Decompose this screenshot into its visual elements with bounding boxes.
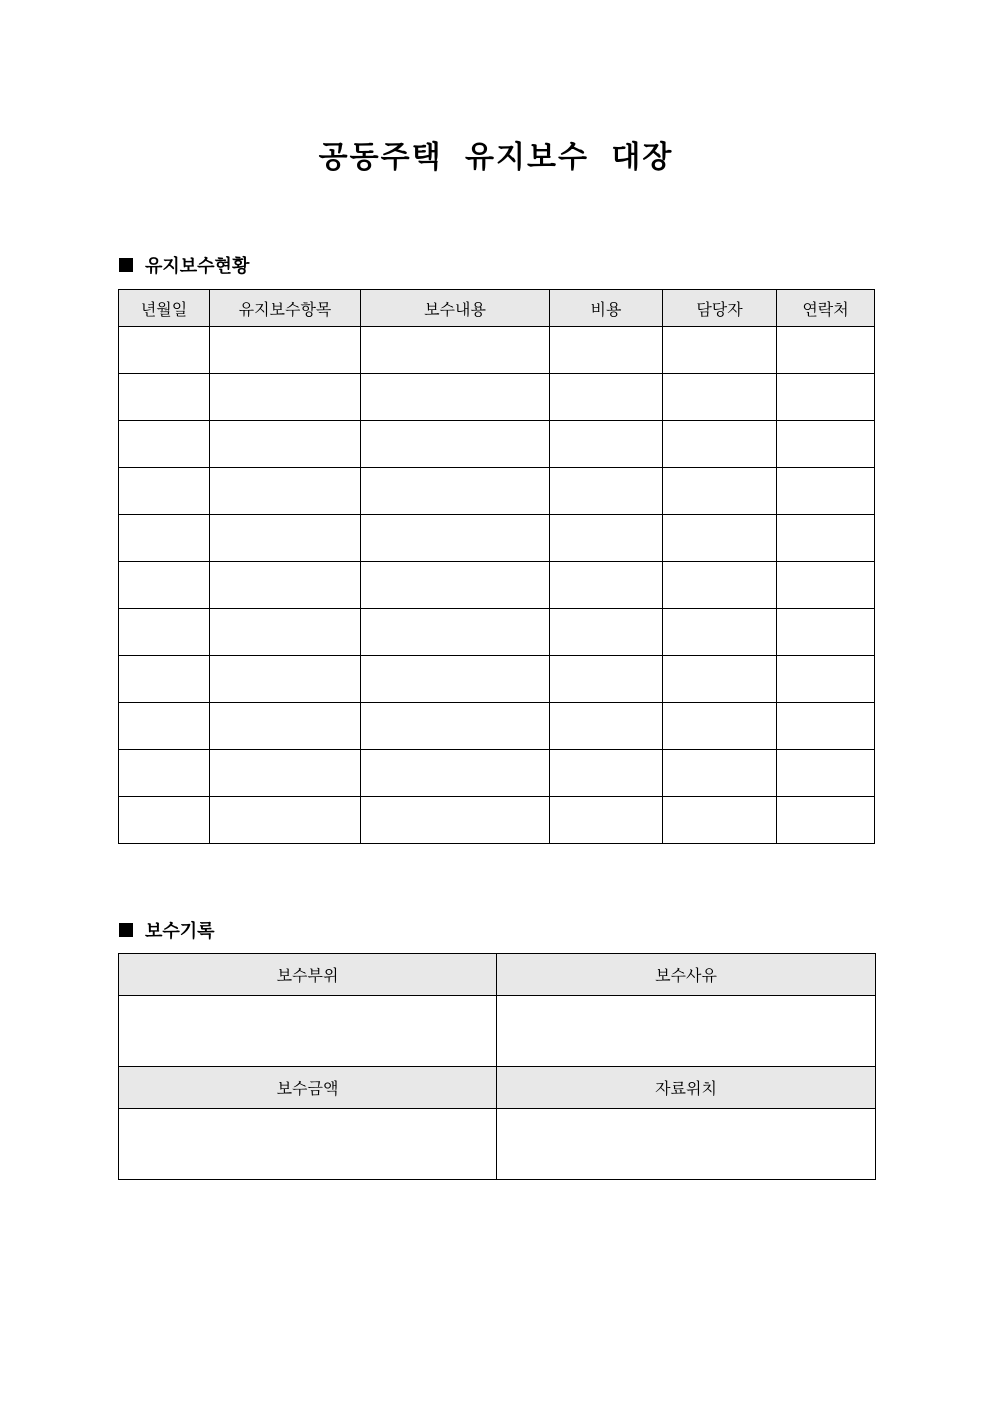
cell-item[interactable]: [210, 703, 361, 750]
cell-manager[interactable]: [663, 327, 777, 374]
cell-contact[interactable]: [777, 750, 875, 797]
table-row: [119, 515, 875, 562]
cell-cost[interactable]: [550, 750, 663, 797]
cell-date[interactable]: [119, 797, 210, 844]
maintenance-status-table: [118, 289, 875, 844]
table-row: [119, 656, 875, 703]
cell-content[interactable]: [361, 374, 550, 421]
cell-cost[interactable]: [550, 515, 663, 562]
cell-cost[interactable]: [550, 374, 663, 421]
cell-content[interactable]: [361, 421, 550, 468]
cell-content[interactable]: [361, 656, 550, 703]
cell-date[interactable]: [119, 327, 210, 374]
table-row: [119, 374, 875, 421]
record-input-row: [119, 996, 876, 1067]
cell-date[interactable]: [119, 562, 210, 609]
cell-contact[interactable]: [777, 468, 875, 515]
cell-date[interactable]: [119, 468, 210, 515]
cell-cost[interactable]: [550, 327, 663, 374]
cell-manager[interactable]: [663, 656, 777, 703]
cell-contact[interactable]: [777, 515, 875, 562]
cell-item[interactable]: [210, 468, 361, 515]
cell-contact[interactable]: [777, 656, 875, 703]
label-data-location: 자료위치: [497, 1067, 876, 1109]
cell-contact[interactable]: [777, 703, 875, 750]
section-heading-record: [119, 917, 215, 943]
cell-cost[interactable]: [550, 609, 663, 656]
column-header-date: 년월일: [119, 290, 210, 327]
cell-manager[interactable]: [663, 797, 777, 844]
cell-item[interactable]: [210, 515, 361, 562]
cell-content[interactable]: [361, 750, 550, 797]
field-repair-amount[interactable]: [119, 1109, 497, 1180]
cell-content[interactable]: [361, 468, 550, 515]
column-header-content: 보수내용: [361, 290, 550, 327]
cell-manager[interactable]: [663, 468, 777, 515]
cell-manager[interactable]: [663, 374, 777, 421]
cell-contact[interactable]: [777, 374, 875, 421]
column-header-item: 유지보수항목: [210, 290, 361, 327]
cell-content[interactable]: [361, 797, 550, 844]
cell-contact[interactable]: [777, 327, 875, 374]
table-row: [119, 703, 875, 750]
cell-cost[interactable]: [550, 468, 663, 515]
table-row: [119, 468, 875, 515]
label-repair-amount: 보수금액: [119, 1067, 497, 1109]
column-header-cost: 비용: [550, 290, 663, 327]
label-repair-reason: 보수사유: [497, 954, 876, 996]
cell-cost[interactable]: [550, 562, 663, 609]
cell-date[interactable]: [119, 703, 210, 750]
cell-item[interactable]: [210, 374, 361, 421]
black-square-icon: [119, 258, 133, 272]
field-repair-reason[interactable]: [497, 996, 876, 1067]
repair-record-table: [118, 953, 876, 1180]
cell-date[interactable]: [119, 609, 210, 656]
cell-date[interactable]: [119, 750, 210, 797]
cell-item[interactable]: [210, 750, 361, 797]
cell-item[interactable]: [210, 327, 361, 374]
table-row: [119, 421, 875, 468]
column-header-manager: 담당자: [663, 290, 777, 327]
table-row: [119, 562, 875, 609]
section-heading-status: [119, 252, 249, 278]
cell-cost[interactable]: [550, 421, 663, 468]
cell-content[interactable]: [361, 327, 550, 374]
section-heading-record-label: 보수기록: [145, 921, 215, 942]
document-title: 공동주택 유지보수 대장: [318, 140, 674, 175]
cell-date[interactable]: [119, 515, 210, 562]
label-repair-location: 보수부위: [119, 954, 497, 996]
record-header-row: [119, 954, 876, 996]
table-row: [119, 797, 875, 844]
cell-contact[interactable]: [777, 562, 875, 609]
cell-date[interactable]: [119, 656, 210, 703]
field-data-location[interactable]: [497, 1109, 876, 1180]
cell-cost[interactable]: [550, 656, 663, 703]
cell-content[interactable]: [361, 515, 550, 562]
record-header-row: [119, 1067, 876, 1109]
record-input-row: [119, 1109, 876, 1180]
cell-contact[interactable]: [777, 797, 875, 844]
cell-contact[interactable]: [777, 421, 875, 468]
cell-manager[interactable]: [663, 515, 777, 562]
table-header-row: [119, 290, 875, 327]
column-header-contact: 연락처: [777, 290, 875, 327]
black-square-icon: [119, 923, 133, 937]
cell-item[interactable]: [210, 609, 361, 656]
cell-contact[interactable]: [777, 609, 875, 656]
cell-date[interactable]: [119, 374, 210, 421]
table-row: [119, 327, 875, 374]
cell-content[interactable]: [361, 609, 550, 656]
cell-item[interactable]: [210, 656, 361, 703]
cell-date[interactable]: [119, 421, 210, 468]
cell-item[interactable]: [210, 797, 361, 844]
cell-manager[interactable]: [663, 609, 777, 656]
cell-content[interactable]: [361, 562, 550, 609]
cell-item[interactable]: [210, 421, 361, 468]
section-heading-status-label: 유지보수현황: [145, 256, 250, 277]
cell-cost[interactable]: [550, 703, 663, 750]
cell-cost[interactable]: [550, 797, 663, 844]
cell-manager[interactable]: [663, 421, 777, 468]
cell-manager[interactable]: [663, 750, 777, 797]
field-repair-location[interactable]: [119, 996, 497, 1067]
cell-content[interactable]: [361, 703, 550, 750]
cell-manager[interactable]: [663, 703, 777, 750]
cell-item[interactable]: [210, 562, 361, 609]
cell-manager[interactable]: [663, 562, 777, 609]
table-row: [119, 750, 875, 797]
table-row: [119, 609, 875, 656]
